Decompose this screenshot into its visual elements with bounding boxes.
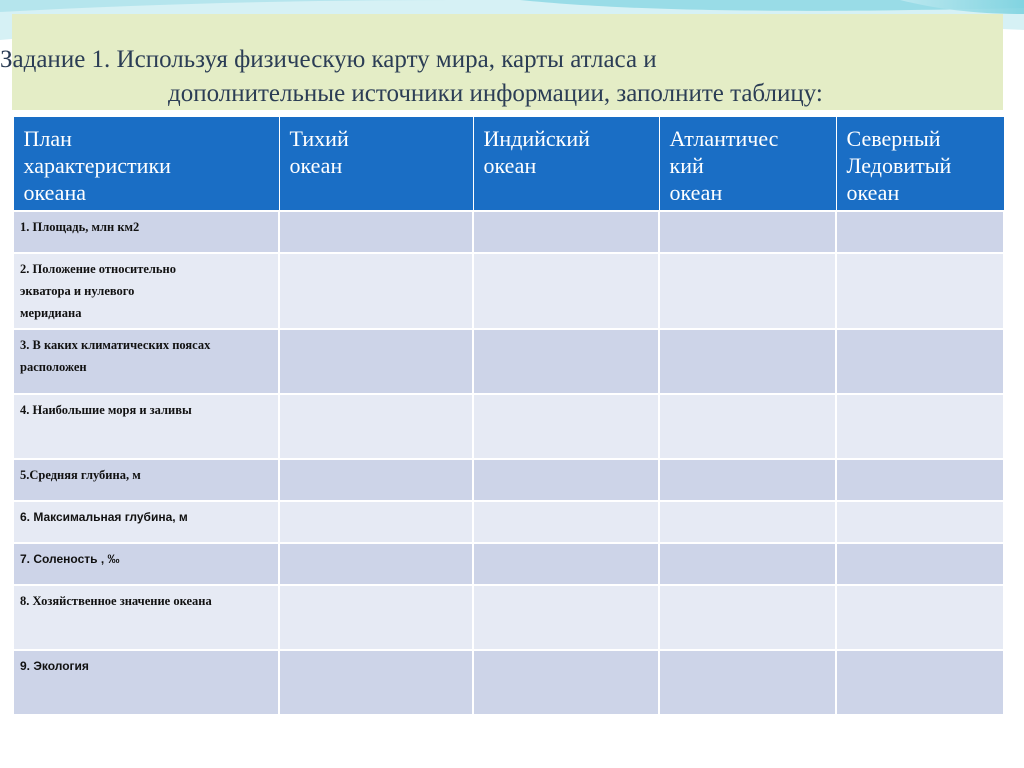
header-pacific — [279, 117, 473, 212]
table-row — [13, 585, 1004, 650]
row-label — [13, 650, 279, 715]
table-cell[interactable] — [836, 394, 1004, 459]
table-cell[interactable] — [279, 650, 473, 715]
header-arctic — [836, 117, 1004, 212]
table-cell[interactable] — [836, 253, 1004, 329]
ocean-characteristics-table — [12, 116, 1005, 716]
table-cell[interactable] — [473, 459, 659, 501]
table-cell[interactable] — [473, 211, 659, 253]
task-title-line-2: дополнительные источники информации, заполните таблицу: — [168, 80, 823, 107]
table-cell[interactable] — [659, 253, 836, 329]
table-cell[interactable] — [836, 211, 1004, 253]
row-label — [13, 394, 279, 459]
row-label-text: 4. Наибольшие моря и заливы — [20, 403, 192, 417]
header-atlantic — [659, 117, 836, 212]
row-label — [13, 211, 279, 253]
table-cell[interactable] — [836, 585, 1004, 650]
table-cell[interactable] — [279, 501, 473, 543]
table-cell[interactable] — [659, 501, 836, 543]
row-label — [13, 585, 279, 650]
table-cell[interactable] — [279, 394, 473, 459]
table-row — [13, 543, 1004, 585]
table-cell[interactable] — [473, 585, 659, 650]
header-label: План характеристики океана — [23, 126, 171, 205]
table-cell[interactable] — [836, 650, 1004, 715]
table-cell[interactable] — [836, 459, 1004, 501]
header-indian — [473, 117, 659, 212]
header-label: Северный Ледовитый океан — [846, 126, 952, 205]
table-cell[interactable] — [659, 650, 836, 715]
table-row — [13, 459, 1004, 501]
table-cell[interactable] — [836, 501, 1004, 543]
row-label — [13, 501, 279, 543]
row-label-text: 1. Площадь, млн км2 — [20, 220, 140, 234]
table-cell[interactable] — [659, 459, 836, 501]
table-cell[interactable] — [659, 543, 836, 585]
row-label — [13, 329, 279, 394]
ocean-table-container — [12, 116, 1003, 716]
table-row — [13, 394, 1004, 459]
table-cell[interactable] — [473, 501, 659, 543]
row-label-text: 8. Хозяйственное значение океана — [20, 594, 212, 608]
table-cell[interactable] — [279, 253, 473, 329]
row-label — [13, 459, 279, 501]
table-cell[interactable] — [836, 543, 1004, 585]
table-cell[interactable] — [659, 329, 836, 394]
table-cell[interactable] — [473, 394, 659, 459]
table-row — [13, 650, 1004, 715]
table-cell[interactable] — [836, 329, 1004, 394]
table-cell[interactable] — [473, 650, 659, 715]
table-cell[interactable] — [473, 329, 659, 394]
table-row — [13, 501, 1004, 543]
row-label-text: 2. Положение относительно экватора и нулевого меридиана — [20, 262, 176, 320]
table-cell[interactable] — [473, 253, 659, 329]
table-cell[interactable] — [279, 585, 473, 650]
row-label — [13, 253, 279, 329]
row-label-text: 9. Экология — [20, 659, 89, 673]
row-label-text: 5.Средняя глубина, м — [20, 468, 141, 482]
row-label — [13, 543, 279, 585]
table-cell[interactable] — [473, 543, 659, 585]
row-label-text: 6. Максимальная глубина, м — [20, 510, 188, 524]
table-cell[interactable] — [659, 585, 836, 650]
table-cell[interactable] — [279, 329, 473, 394]
table-cell[interactable] — [279, 543, 473, 585]
row-label-text: 3. В каких климатических поясах расположен — [20, 338, 211, 374]
table-cell[interactable] — [659, 211, 836, 253]
table-row — [13, 211, 1004, 253]
task-title-line-1: Задание 1. Используя физическую карту мира, карты атласа и — [0, 46, 657, 73]
header-plan — [13, 117, 279, 212]
table-header-row — [13, 117, 1004, 212]
header-label: Тихий океан — [289, 126, 349, 178]
table-row — [13, 329, 1004, 394]
row-label-text: 7. Соленость , ‰ — [20, 552, 120, 566]
header-label: Атлантичес кий океан — [669, 126, 779, 205]
table-cell[interactable] — [279, 459, 473, 501]
header-label: Индийский океан — [483, 126, 590, 178]
table-cell[interactable] — [659, 394, 836, 459]
table-row — [13, 253, 1004, 329]
table-cell[interactable] — [279, 211, 473, 253]
